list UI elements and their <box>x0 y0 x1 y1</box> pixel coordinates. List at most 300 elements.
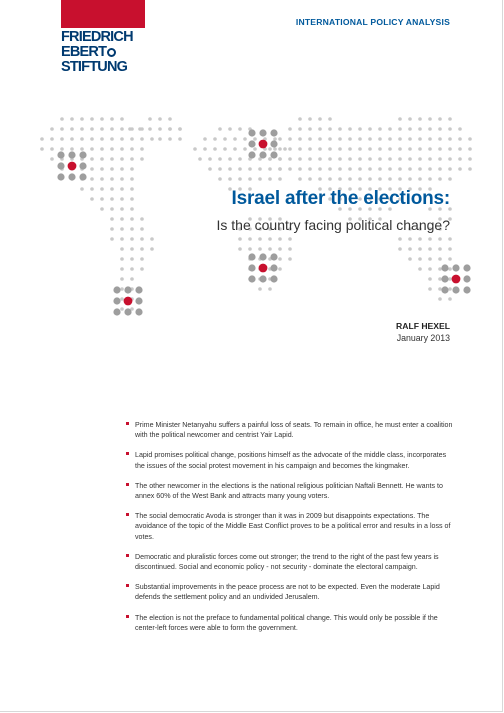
map-dot <box>428 167 432 171</box>
map-dot <box>318 117 322 121</box>
summary-item: Lapid promises political change, positions himself as the advocate of the middle class, incorporates the issues of the social protest movement in his campaign and becomes the kingmaker. <box>126 450 456 470</box>
map-dot <box>438 167 442 171</box>
map-dot <box>468 167 472 171</box>
map-dot <box>90 157 94 161</box>
bullet-icon <box>126 452 129 455</box>
map-dot <box>448 237 452 241</box>
bullet-icon <box>126 422 129 425</box>
map-dot <box>452 275 461 284</box>
map-dot <box>110 187 114 191</box>
map-dot <box>120 297 124 301</box>
map-dot <box>120 157 124 161</box>
map-dot <box>378 167 382 171</box>
map-dot <box>288 247 292 251</box>
map-dot <box>428 287 432 291</box>
map-dot <box>130 247 134 251</box>
map-dot <box>318 147 322 151</box>
map-dot <box>408 177 412 181</box>
map-dot <box>233 147 237 151</box>
bullet-icon <box>126 615 129 618</box>
map-dot <box>408 137 412 141</box>
map-dot <box>124 286 131 293</box>
map-dot <box>130 197 134 201</box>
map-dot <box>368 147 372 151</box>
map-dot <box>57 162 64 169</box>
map-dot <box>248 151 255 158</box>
map-dot <box>308 147 312 151</box>
map-dot <box>358 147 362 151</box>
map-dot <box>308 177 312 181</box>
map-dot <box>80 147 84 151</box>
summary-item: The other newcomer in the elections is the national religious politician Naftali Bennett. He wants to annex 60% of the West Bank and attracts many young voters. <box>126 481 456 501</box>
map-dot <box>120 237 124 241</box>
map-dot <box>208 167 212 171</box>
map-dot <box>90 177 94 181</box>
map-dot <box>90 127 94 131</box>
map-dot <box>140 237 144 241</box>
map-dot <box>448 297 452 301</box>
map-dot <box>378 127 382 131</box>
map-dot <box>438 237 442 241</box>
map-dot <box>130 167 134 171</box>
map-dot <box>110 207 114 211</box>
map-dot <box>348 157 352 161</box>
map-dot <box>298 157 302 161</box>
summary-item: The social democratic Avoda is stronger than it was in 2009 but disappoints expectations. The avoidance of the topic of the Middle East Conflict proves to be a political error and results in a loss of votes. <box>126 511 456 542</box>
map-dot <box>283 147 287 151</box>
map-dot <box>288 257 292 261</box>
map-dot <box>348 127 352 131</box>
map-dot <box>120 167 124 171</box>
map-dot <box>398 247 402 251</box>
map-dot <box>130 177 134 181</box>
map-dot <box>288 167 292 171</box>
map-dot <box>113 308 120 315</box>
map-dot <box>110 127 114 131</box>
map-dot <box>79 151 86 158</box>
bullet-icon <box>126 483 129 486</box>
map-dot <box>50 157 54 161</box>
map-dot <box>298 127 302 131</box>
map-dot <box>418 157 422 161</box>
map-dot <box>448 157 452 161</box>
map-dot <box>273 137 277 141</box>
map-dot <box>338 167 342 171</box>
map-dot <box>418 117 422 121</box>
map-dot <box>418 177 422 181</box>
map-dot <box>438 127 442 131</box>
map-dot <box>120 217 124 221</box>
map-dot <box>158 117 162 121</box>
map-dot <box>228 177 232 181</box>
map-dot <box>228 127 232 131</box>
map-dot <box>100 177 104 181</box>
map-dot <box>110 227 114 231</box>
map-dot <box>218 127 222 131</box>
map-dot <box>338 137 342 141</box>
map-dot <box>80 137 84 141</box>
map-dot <box>213 147 217 151</box>
map-dot <box>158 127 162 131</box>
map-dot <box>100 207 104 211</box>
map-dot <box>463 264 470 271</box>
map-dot <box>140 247 144 251</box>
map-dot <box>150 237 154 241</box>
map-dot <box>270 140 277 147</box>
map-dot <box>298 167 302 171</box>
map-dot <box>458 147 462 151</box>
logo-line-2: EBERT <box>61 44 107 60</box>
map-dot <box>248 264 255 271</box>
map-dot <box>278 137 282 141</box>
map-dot <box>135 308 142 315</box>
map-dot <box>268 167 272 171</box>
map-dot <box>408 127 412 131</box>
map-dot <box>90 147 94 151</box>
map-dot <box>288 147 292 151</box>
map-dot <box>318 167 322 171</box>
map-dot <box>308 157 312 161</box>
map-dot <box>348 137 352 141</box>
map-dot <box>278 267 282 271</box>
map-dot <box>288 127 292 131</box>
map-dot <box>130 157 134 161</box>
map-dot <box>418 267 422 271</box>
map-dot <box>120 257 124 261</box>
map-dot <box>248 167 252 171</box>
map-dot <box>378 137 382 141</box>
map-dot <box>270 151 277 158</box>
map-dot <box>259 129 266 136</box>
map-dot <box>138 127 142 131</box>
map-dot <box>441 286 448 293</box>
map-dot <box>448 287 452 291</box>
map-dot <box>120 147 124 151</box>
map-dot <box>258 247 262 251</box>
map-dot <box>298 117 302 121</box>
map-dot <box>388 137 392 141</box>
map-dot <box>428 277 432 281</box>
map-dot <box>238 177 242 181</box>
publication-date: January 2013 <box>396 333 450 343</box>
map-dot <box>278 167 282 171</box>
map-dot <box>318 157 322 161</box>
map-dot <box>268 177 272 181</box>
map-dot <box>438 267 442 271</box>
map-dot <box>253 137 257 141</box>
map-dot <box>358 127 362 131</box>
bullet-icon <box>126 584 129 587</box>
map-dot <box>398 137 402 141</box>
map-dot <box>79 162 86 169</box>
map-dot <box>253 147 257 151</box>
page-subtitle: Is the country facing political change? <box>216 217 450 233</box>
map-dot <box>113 297 120 304</box>
map-dot <box>408 257 412 261</box>
map-dot <box>100 197 104 201</box>
map-dot <box>428 237 432 241</box>
map-dot <box>158 137 162 141</box>
map-dot <box>228 157 232 161</box>
map-dot <box>378 177 382 181</box>
map-dot <box>140 157 144 161</box>
map-dot <box>120 287 124 291</box>
map-dot <box>418 257 422 261</box>
map-dot <box>438 117 442 121</box>
map-dot <box>398 237 402 241</box>
map-dot <box>268 157 272 161</box>
map-dot <box>90 137 94 141</box>
map-dot <box>258 167 262 171</box>
map-dot <box>458 127 462 131</box>
map-dot <box>60 147 64 151</box>
map-dot <box>223 137 227 141</box>
map-dot <box>79 173 86 180</box>
series-label: INTERNATIONAL POLICY ANALYSIS <box>295 17 450 27</box>
map-dot <box>368 127 372 131</box>
map-dot <box>308 137 312 141</box>
map-dot <box>168 117 172 121</box>
summary-list <box>126 420 456 643</box>
map-dot <box>120 177 124 181</box>
map-dot <box>458 167 462 171</box>
map-dot <box>238 157 242 161</box>
map-dot <box>268 287 272 291</box>
map-dot <box>468 137 472 141</box>
map-dot <box>248 129 255 136</box>
map-dot <box>448 147 452 151</box>
map-dot <box>398 177 402 181</box>
map-dot <box>428 247 432 251</box>
map-dot <box>348 147 352 151</box>
map-dot <box>110 197 114 201</box>
map-dot <box>408 237 412 241</box>
map-dot <box>238 237 242 241</box>
map-dot <box>270 129 277 136</box>
map-dot <box>68 173 75 180</box>
bullet-icon <box>126 513 129 516</box>
map-dot <box>60 127 64 131</box>
map-dot <box>208 157 212 161</box>
map-dot <box>130 147 134 151</box>
map-dot <box>70 137 74 141</box>
map-dot <box>308 117 312 121</box>
map-dot <box>428 257 432 261</box>
map-dot <box>408 167 412 171</box>
map-dot <box>448 247 452 251</box>
map-dot <box>368 157 372 161</box>
map-dot <box>428 147 432 151</box>
map-dot <box>328 167 332 171</box>
summary-item: Substantial improvements in the peace process are not to be expected. Even the moderate Lapid defends the settlement policy and an undivided Jerusalem. <box>126 582 456 602</box>
map-dot <box>348 167 352 171</box>
map-dot <box>448 167 452 171</box>
map-dot <box>248 247 252 251</box>
map-dot <box>50 147 54 151</box>
map-dot <box>130 137 134 141</box>
map-dot <box>408 117 412 121</box>
map-dot <box>40 137 44 141</box>
map-dot <box>150 137 154 141</box>
map-dot <box>70 147 74 151</box>
map-dot <box>113 286 120 293</box>
map-dot <box>203 137 207 141</box>
map-dot <box>140 217 144 221</box>
map-dot <box>418 127 422 131</box>
map-dot <box>110 167 114 171</box>
map-dot <box>428 127 432 131</box>
logo-line-1: FRIEDRICH <box>61 29 133 45</box>
map-dot <box>110 137 114 141</box>
map-dot <box>70 127 74 131</box>
fes-logo <box>61 30 149 75</box>
map-dot <box>448 117 452 121</box>
map-dot <box>140 137 144 141</box>
map-dot <box>218 177 222 181</box>
map-dot <box>120 247 124 251</box>
map-dot <box>338 157 342 161</box>
map-dot <box>110 217 114 221</box>
map-dot <box>168 127 172 131</box>
map-dot <box>288 137 292 141</box>
map-dot <box>288 157 292 161</box>
map-dot <box>268 237 272 241</box>
map-dot <box>358 157 362 161</box>
map-dot <box>80 127 84 131</box>
map-dot <box>140 257 144 261</box>
map-dot <box>130 267 134 271</box>
logo-ring-icon <box>107 48 116 57</box>
map-dot <box>120 267 124 271</box>
map-dot <box>448 127 452 131</box>
map-dot <box>288 237 292 241</box>
map-dot <box>124 308 131 315</box>
map-dot <box>438 297 442 301</box>
map-dot <box>228 167 232 171</box>
map-dot <box>258 237 262 241</box>
map-dot <box>328 117 332 121</box>
map-dot <box>203 147 207 151</box>
map-dot <box>259 264 268 273</box>
map-dot <box>338 127 342 131</box>
logo-line-3: STIFTUNG <box>61 59 128 75</box>
map-dot <box>398 167 402 171</box>
map-dot <box>463 286 470 293</box>
map-dot <box>248 253 255 260</box>
map-dot <box>110 177 114 181</box>
map-dot <box>438 247 442 251</box>
map-dot <box>318 127 322 131</box>
map-dot <box>259 253 266 260</box>
map-dot <box>268 147 272 151</box>
map-dot <box>258 177 262 181</box>
map-dot <box>418 237 422 241</box>
map-dot <box>218 167 222 171</box>
map-dot <box>418 247 422 251</box>
map-dot <box>193 147 197 151</box>
map-dot <box>358 137 362 141</box>
map-dot <box>120 187 124 191</box>
map-dot <box>60 117 64 121</box>
map-dot <box>270 253 277 260</box>
map-dot <box>120 197 124 201</box>
map-dot <box>368 137 372 141</box>
map-dot <box>120 207 124 211</box>
map-dot <box>128 127 132 131</box>
map-dot <box>270 264 277 271</box>
map-dot <box>50 127 54 131</box>
map-dot <box>68 151 75 158</box>
page-title: Israel after the elections: <box>231 188 450 209</box>
map-dot <box>438 287 442 291</box>
summary-item: The election is not the preface to fundamental political change. This would only be possible if the center-left forces were able to form the government. <box>126 613 456 633</box>
bullet-icon <box>126 554 129 557</box>
map-dot <box>298 137 302 141</box>
map-dot <box>463 275 470 282</box>
map-dot <box>358 167 362 171</box>
map-dot <box>80 117 84 121</box>
map-dot <box>398 157 402 161</box>
map-dot <box>441 275 448 282</box>
map-dot <box>278 177 282 181</box>
map-dot <box>90 167 94 171</box>
map-dot <box>178 137 182 141</box>
map-dot <box>318 137 322 141</box>
map-dot <box>438 277 442 281</box>
map-dot <box>428 267 432 271</box>
map-dot <box>243 147 247 151</box>
map-dot <box>100 187 104 191</box>
map-dot <box>398 117 402 121</box>
map-dot <box>338 177 342 181</box>
map-dot <box>398 147 402 151</box>
map-dot <box>273 147 277 151</box>
map-dot <box>130 277 134 281</box>
map-dot <box>438 137 442 141</box>
map-dot <box>448 257 452 261</box>
map-dot <box>259 151 266 158</box>
map-dot <box>408 247 412 251</box>
map-dot <box>238 167 242 171</box>
map-dot <box>68 162 77 171</box>
map-dot <box>328 127 332 131</box>
map-dot <box>57 173 64 180</box>
map-dot <box>298 177 302 181</box>
map-dot <box>110 237 114 241</box>
map-dot <box>278 157 282 161</box>
map-dot <box>124 297 133 306</box>
map-dot <box>378 157 382 161</box>
map-dot <box>120 277 124 281</box>
map-dot <box>308 167 312 171</box>
map-dot <box>448 267 452 271</box>
map-dot <box>278 257 282 261</box>
map-dot <box>120 307 124 311</box>
map-dot <box>452 286 459 293</box>
map-dot <box>438 177 442 181</box>
map-dot <box>458 157 462 161</box>
map-dot <box>130 207 134 211</box>
map-dot <box>328 177 332 181</box>
map-dot <box>438 257 442 261</box>
map-dot <box>120 127 124 131</box>
map-dot <box>238 127 242 131</box>
map-dot <box>418 167 422 171</box>
map-dot <box>328 157 332 161</box>
map-dot <box>378 147 382 151</box>
map-dot <box>388 177 392 181</box>
map-dot <box>148 127 152 131</box>
